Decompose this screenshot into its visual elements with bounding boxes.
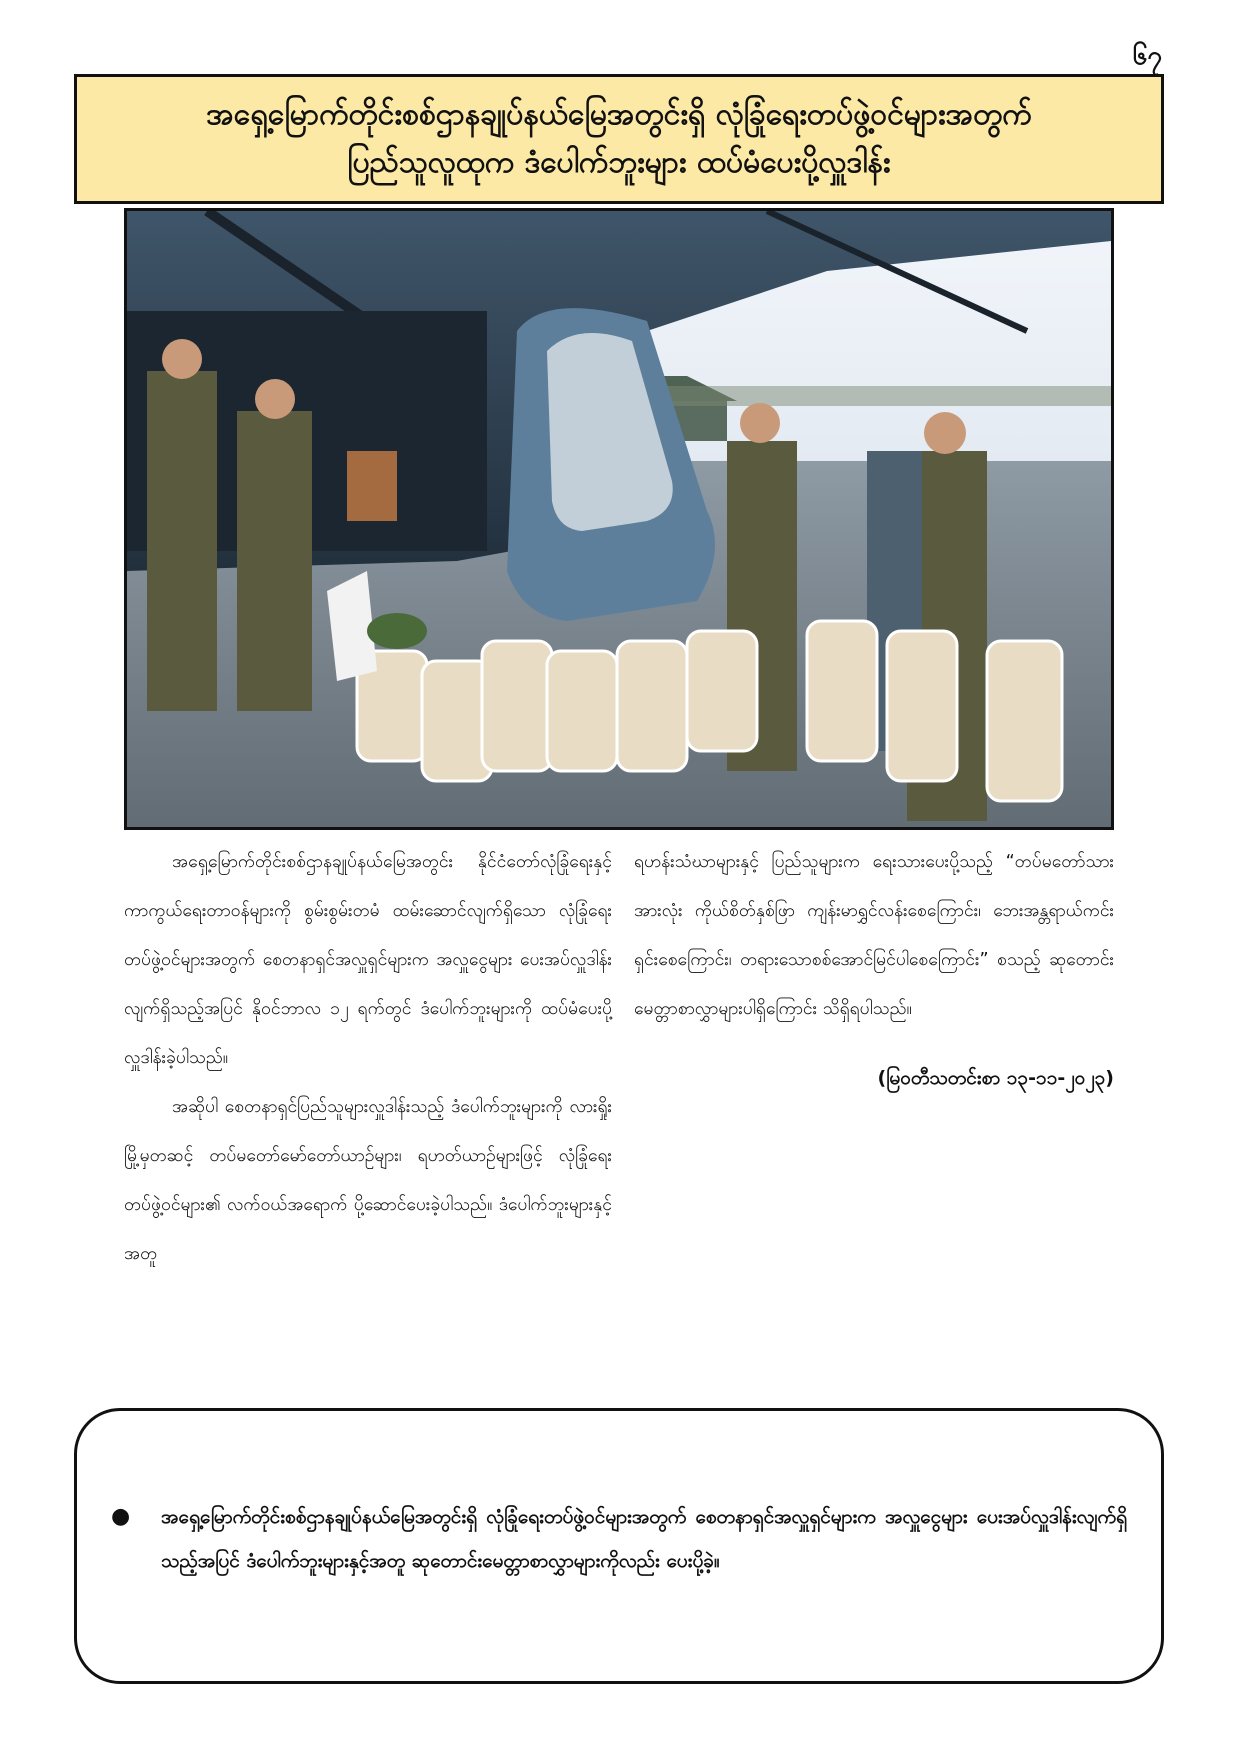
- article-paragraph-1: အရှေ့မြောက်တိုင်းစစ်ဌာနချုပ်နယ်မြေအတွင်း နိုင်ငံတော်လုံခြုံရေးနှင့် ကာကွယ်ရေးတာဝန်များကို စွမ်းစွမ်းတမံ ထမ်းဆောင်လျက်ရှိသော လုံခြုံရေးတပ်ဖွဲ့ဝင်များအတွက် စေတနာရှင်အလှူရှင်များက အလှူငွေများ ပေးအပ်လှူဒါန်းလျက်ရှိသည့်အပြင် နိုဝင်ဘာလ ၁၂ ရက်တွင် ဒံပေါက်ဘူးများကို ထပ်မံပေးပို့လှူဒါန်းခဲ့ပါသည်။: [124, 852, 612, 1068]
- article-left-column: [124, 838, 612, 1279]
- article-source: (မြဝတီသတင်းစာ ၁၃-၁၁-၂၀၂၃): [877, 1067, 1114, 1089]
- helicopter-loading-photo: [127, 211, 1111, 827]
- summary-box: [74, 1408, 1164, 1684]
- title-line-1: အရှေ့မြောက်တိုင်းစစ်ဌာနချုပ်နယ်မြေအတွင်းရှိ လုံခြုံရေးတပ်ဖွဲ့ဝင်များအတွက်: [206, 97, 1032, 132]
- article-paragraph-2-continued: ရဟန်းသံဃာများနှင့် ပြည်သူများက ရေးသားပေးပို့သည့် “တပ်မတော်သားအားလုံး ကိုယ်စိတ်နှစ်ဖြာ ကျန်းမာရွှင်လန်းစေကြောင်း၊ ဘေးအန္တရာယ်ကင်းရှင်းစေကြောင်း၊ တရားသောစစ်အောင်မြင်ပါစေကြောင်း” စသည့် ဆုတောင်းမေတ္တာစာလွှာများပါရှိကြောင်း သိရှိရပါသည်။: [634, 852, 1114, 1019]
- article-right-column: [634, 838, 1114, 1103]
- summary-text: အရှေ့မြောက်တိုင်းစစ်ဌာနချုပ်နယ်မြေအတွင်းရှိ လုံခြုံရေးတပ်ဖွဲ့ဝင်များအတွက် စေတနာရှင်အလှူရှင်များက အလှူငွေများ ပေးအပ်လှူဒါန်းလျက်ရှိသည့်အပြင် ဒံပေါက်ဘူးများနှင့်အတူ ဆုတောင်းမေတ္တာစာလွှာများကိုလည်း ပေးပို့ခဲ့။: [161, 1506, 1127, 1572]
- title-box: [74, 74, 1164, 204]
- summary-item: [111, 1495, 1127, 1583]
- news-photo: [124, 208, 1114, 830]
- article-paragraph-2: အဆိုပါ စေတနာရှင်ပြည်သူများလှူဒါန်းသည့် ဒံပေါက်ဘူးများကို လားရှိုးမြို့မှတဆင့် တပ်မတော်မော်တော်ယာဉ်များ၊ ရဟတ်ယာဉ်များဖြင့် လုံခြုံရေးတပ်ဖွဲ့ဝင်များ၏ လက်ဝယ်အရောက် ပို့ဆောင်ပေးခဲ့ပါသည်။ ဒံပေါက်ဘူးများနှင့်အတူ: [124, 1097, 612, 1264]
- title-line-2: ပြည်သူလူထုက ဒံပေါက်ဘူးများ ထပ်မံပေးပို့လှူဒါန်း: [347, 145, 891, 180]
- page-number: ၆၇: [1132, 41, 1162, 71]
- bullet-icon: ●: [111, 1504, 131, 1529]
